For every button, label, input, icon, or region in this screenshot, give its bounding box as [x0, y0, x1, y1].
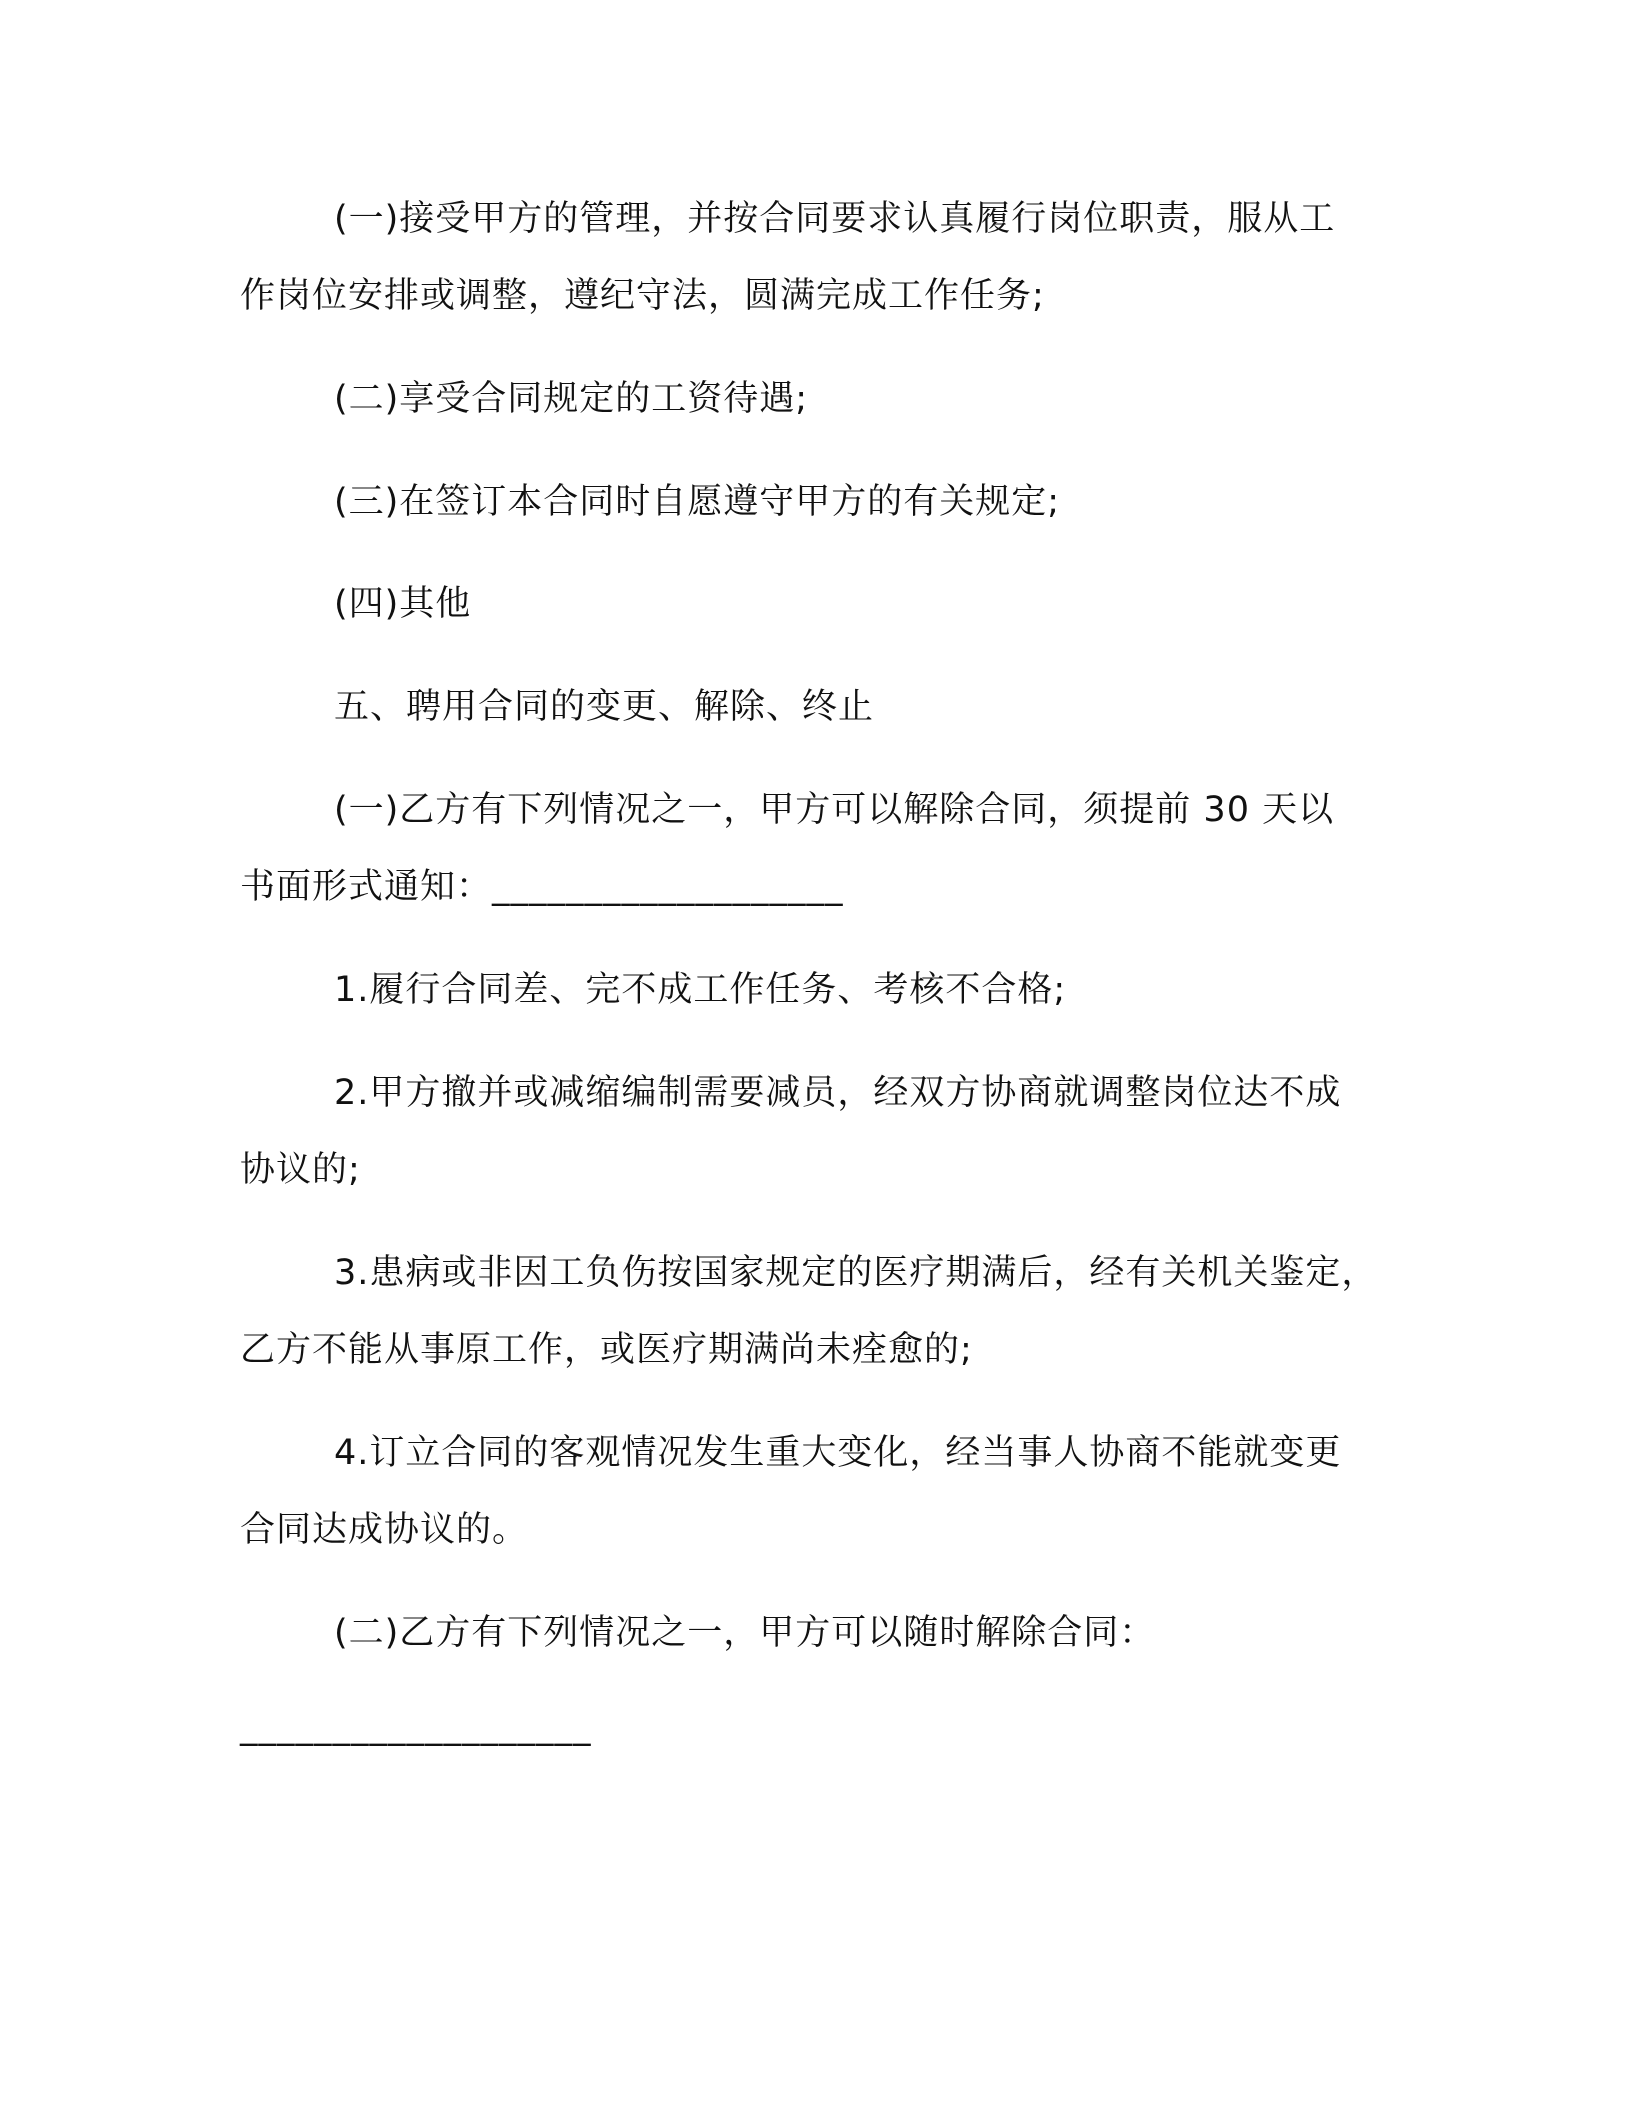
text-line: (一)接受甲方的管理，并按合同要求认真履行岗位职责，服从工 [334, 199, 1336, 239]
text-line: 合同达成协议的。 [240, 1510, 529, 1550]
text-line: 2.甲方撤并或减缩编制需要减员，经双方协商就调整岗位达不成 [334, 1073, 1342, 1113]
fill-in-blank: ___________________ [240, 1707, 592, 1747]
text-line: (二)享受合同规定的工资待遇; [334, 379, 809, 419]
text-line: (三)在签订本合同时自愿遵守甲方的有关规定; [334, 482, 1061, 522]
text-line: 3.患病或非因工负伤按国家规定的医疗期满后，经有关机关鉴定， [334, 1253, 1378, 1293]
text-line: 协议的; [240, 1150, 361, 1190]
text-line: (四)其他 [334, 584, 472, 624]
text-line: 1.履行合同差、完不成工作任务、考核不合格; [334, 970, 1067, 1010]
section-heading: 五、聘用合同的变更、解除、终止 [334, 687, 875, 727]
text-line: 书面形式通知：___________________ [240, 867, 844, 907]
text-line: 乙方不能从事原工作，或医疗期满尚未痊愈的; [240, 1330, 973, 1370]
text-line: 4.订立合同的客观情况发生重大变化，经当事人协商不能就变更 [334, 1433, 1342, 1473]
text-line: 作岗位安排或调整，遵纪守法，圆满完成工作任务; [240, 276, 1045, 316]
text-line: (二)乙方有下列情况之一，甲方可以随时解除合同： [334, 1613, 1156, 1653]
text-line: (一)乙方有下列情况之一，甲方可以解除合同，须提前 30 天以 [334, 790, 1335, 830]
